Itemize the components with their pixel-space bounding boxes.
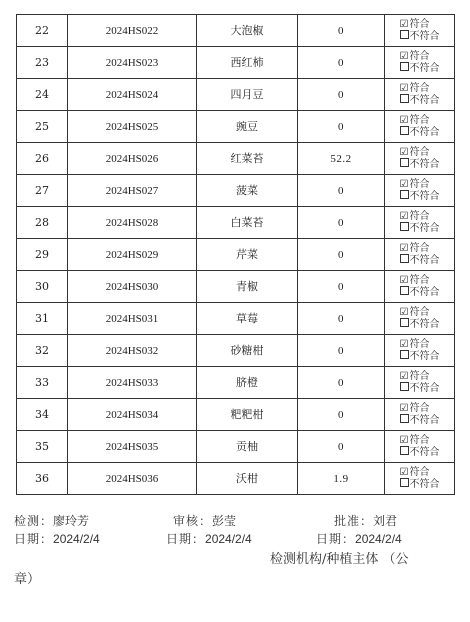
- fail-label: 不符合: [409, 63, 440, 74]
- table-row: [17, 367, 455, 399]
- sample-id: 2024HS024: [68, 79, 197, 111]
- test-value: 0: [298, 15, 385, 47]
- result-checkboxes: [385, 335, 455, 367]
- fail-label: 不符合: [409, 159, 440, 170]
- org-seal-line-1: 检测机构/种植主体 （公: [270, 552, 409, 567]
- checked-box-icon[interactable]: ☑: [399, 243, 409, 254]
- fail-option[interactable]: [400, 190, 440, 202]
- approve-date: [316, 530, 402, 547]
- pass-label: 符合: [409, 19, 430, 30]
- pass-option[interactable]: [400, 403, 440, 414]
- test-value: 0: [298, 239, 385, 271]
- inspect-date-label: 日期：: [14, 532, 54, 546]
- fail-option[interactable]: [400, 158, 440, 170]
- table-row: [17, 303, 455, 335]
- result-checkboxes: [385, 463, 455, 495]
- result-options: [400, 147, 440, 170]
- table-row: [17, 143, 455, 175]
- table-row: [17, 79, 455, 111]
- checked-box-icon[interactable]: ☑: [399, 19, 409, 30]
- fail-label: 不符合: [409, 351, 440, 362]
- checked-box-icon[interactable]: ☑: [399, 435, 409, 446]
- unchecked-box-icon[interactable]: [400, 158, 409, 167]
- sample-name: 菠菜: [197, 175, 298, 207]
- pass-option[interactable]: [400, 275, 440, 286]
- result-checkboxes: [385, 47, 455, 79]
- test-value: 52.2: [298, 143, 385, 175]
- fail-label: 不符合: [409, 287, 440, 298]
- sample-name: 四月豆: [197, 79, 298, 111]
- result-checkboxes: [385, 175, 455, 207]
- approver-signature: [334, 512, 397, 529]
- pass-label: 符合: [409, 243, 430, 254]
- pass-label: 符合: [409, 435, 430, 446]
- fail-label: 不符合: [409, 255, 440, 266]
- sample-id: 2024HS030: [68, 271, 197, 303]
- row-number: 34: [17, 399, 68, 431]
- row-number: 36: [17, 463, 68, 495]
- reviewer-signature: [173, 512, 236, 529]
- table-row: [17, 399, 455, 431]
- row-number: 28: [17, 207, 68, 239]
- fail-label: 不符合: [409, 479, 440, 490]
- sample-id: 2024HS025: [68, 111, 197, 143]
- result-options: [400, 371, 440, 394]
- inspect-date-value: 2024/2/4: [53, 532, 100, 546]
- fail-option[interactable]: [400, 318, 440, 330]
- result-options: [400, 275, 440, 298]
- result-options: [400, 243, 440, 266]
- table-row: [17, 175, 455, 207]
- checked-box-icon[interactable]: ☑: [399, 307, 409, 318]
- sample-id: 2024HS033: [68, 367, 197, 399]
- unchecked-box-icon[interactable]: [400, 350, 409, 359]
- checked-box-icon[interactable]: ☑: [399, 275, 409, 286]
- unchecked-box-icon[interactable]: [400, 190, 409, 199]
- checked-box-icon[interactable]: ☑: [399, 115, 409, 126]
- row-number: 29: [17, 239, 68, 271]
- review-date-label: 日期：: [166, 532, 206, 546]
- fail-option[interactable]: [400, 382, 440, 394]
- fail-label: 不符合: [409, 95, 440, 106]
- unchecked-box-icon[interactable]: [400, 30, 409, 39]
- result-options: [400, 339, 440, 362]
- test-value: 1.9: [298, 463, 385, 495]
- sample-name: 贡柚: [197, 431, 298, 463]
- result-checkboxes: [385, 431, 455, 463]
- result-options: [400, 179, 440, 202]
- org-seal-line-2: 章）: [14, 572, 41, 587]
- unchecked-box-icon[interactable]: [400, 286, 409, 295]
- checked-box-icon[interactable]: ☑: [399, 371, 409, 382]
- test-value: 0: [298, 79, 385, 111]
- result-checkboxes: [385, 303, 455, 335]
- table-row: [17, 335, 455, 367]
- result-options: [400, 51, 440, 74]
- sample-name: 脐橙: [197, 367, 298, 399]
- unchecked-box-icon[interactable]: [400, 382, 409, 391]
- result-checkboxes: [385, 143, 455, 175]
- fail-label: 不符合: [409, 223, 440, 234]
- table-row: [17, 47, 455, 79]
- pass-label: 符合: [409, 371, 430, 382]
- sample-id: 2024HS036: [68, 463, 197, 495]
- sample-id: 2024HS034: [68, 399, 197, 431]
- pass-option[interactable]: [400, 435, 440, 446]
- unchecked-box-icon[interactable]: [400, 478, 409, 487]
- result-options: [400, 435, 440, 458]
- unchecked-box-icon[interactable]: [400, 94, 409, 103]
- sample-id: 2024HS027: [68, 175, 197, 207]
- sample-id: 2024HS029: [68, 239, 197, 271]
- sample-name: 红菜苔: [197, 143, 298, 175]
- review-label: 审核：: [173, 514, 213, 528]
- result-checkboxes: [385, 111, 455, 143]
- result-options: [400, 307, 440, 330]
- unchecked-box-icon[interactable]: [400, 414, 409, 423]
- pass-label: 符合: [409, 115, 430, 126]
- results-table-body: [17, 15, 455, 495]
- reviewer-name: 彭莹: [212, 514, 237, 528]
- pass-option[interactable]: [400, 115, 440, 126]
- pass-label: 符合: [409, 179, 430, 190]
- result-checkboxes: [385, 79, 455, 111]
- row-number: 25: [17, 111, 68, 143]
- result-checkboxes: [385, 239, 455, 271]
- checked-box-icon[interactable]: ☑: [399, 147, 409, 158]
- row-number: 32: [17, 335, 68, 367]
- review-date: [166, 530, 252, 547]
- result-options: [400, 19, 440, 42]
- sample-id: 2024HS023: [68, 47, 197, 79]
- result-checkboxes: [385, 207, 455, 239]
- sample-name: 豌豆: [197, 111, 298, 143]
- pass-label: 符合: [409, 339, 430, 350]
- fail-option[interactable]: [400, 478, 440, 490]
- fail-option[interactable]: [400, 254, 440, 266]
- pass-label: 符合: [409, 51, 430, 62]
- approve-date-value: 2024/2/4: [355, 532, 402, 546]
- pass-label: 符合: [409, 83, 430, 94]
- fail-option[interactable]: [400, 414, 440, 426]
- fail-label: 不符合: [409, 415, 440, 426]
- approve-label: 批准：: [334, 514, 374, 528]
- inspect-label: 检测：: [14, 514, 54, 528]
- result-checkboxes: [385, 15, 455, 47]
- checked-box-icon[interactable]: ☑: [399, 211, 409, 222]
- table-row: [17, 207, 455, 239]
- inspector-signature: [14, 512, 89, 529]
- test-value: 0: [298, 47, 385, 79]
- result-checkboxes: [385, 271, 455, 303]
- pass-option[interactable]: [400, 307, 440, 318]
- inspect-date: [14, 530, 100, 547]
- review-date-value: 2024/2/4: [205, 532, 252, 546]
- row-number: 23: [17, 47, 68, 79]
- fail-label: 不符合: [409, 319, 440, 330]
- table-row: [17, 271, 455, 303]
- table-row: [17, 431, 455, 463]
- row-number: 27: [17, 175, 68, 207]
- fail-option[interactable]: [400, 94, 440, 106]
- test-value: 0: [298, 367, 385, 399]
- checked-box-icon[interactable]: ☑: [399, 403, 409, 414]
- fail-option[interactable]: [400, 350, 440, 362]
- unchecked-box-icon[interactable]: [400, 126, 409, 135]
- fail-label: 不符合: [409, 447, 440, 458]
- pass-label: 符合: [409, 275, 430, 286]
- checked-box-icon[interactable]: ☑: [399, 83, 409, 94]
- row-number: 33: [17, 367, 68, 399]
- sample-name: 西红柿: [197, 47, 298, 79]
- pass-option[interactable]: [400, 467, 440, 478]
- checked-box-icon[interactable]: ☑: [399, 339, 409, 350]
- test-value: 0: [298, 175, 385, 207]
- pass-option[interactable]: [400, 243, 440, 254]
- sample-name: 草莓: [197, 303, 298, 335]
- sample-name: 粑粑柑: [197, 399, 298, 431]
- pass-option[interactable]: [400, 83, 440, 94]
- fail-option[interactable]: [400, 286, 440, 298]
- fail-label: 不符合: [409, 127, 440, 138]
- sample-name: 白菜苔: [197, 207, 298, 239]
- result-options: [400, 83, 440, 106]
- result-options: [400, 403, 440, 426]
- row-number: 26: [17, 143, 68, 175]
- pass-option[interactable]: [400, 51, 440, 62]
- row-number: 31: [17, 303, 68, 335]
- pass-label: 符合: [409, 147, 430, 158]
- sample-name: 砂糖柑: [197, 335, 298, 367]
- pass-label: 符合: [409, 403, 430, 414]
- result-checkboxes: [385, 399, 455, 431]
- result-options: [400, 115, 440, 138]
- unchecked-box-icon[interactable]: [400, 318, 409, 327]
- unchecked-box-icon[interactable]: [400, 446, 409, 455]
- result-options: [400, 467, 440, 490]
- sample-name: 大泡椒: [197, 15, 298, 47]
- inspector-name: 廖玲芳: [53, 514, 90, 528]
- row-number: 24: [17, 79, 68, 111]
- fail-option[interactable]: [400, 222, 440, 234]
- checked-box-icon[interactable]: ☑: [399, 179, 409, 190]
- pass-label: 符合: [409, 467, 430, 478]
- sample-id: 2024HS026: [68, 143, 197, 175]
- test-value: 0: [298, 399, 385, 431]
- pass-label: 符合: [409, 307, 430, 318]
- test-value: 0: [298, 207, 385, 239]
- fail-option[interactable]: [400, 126, 440, 138]
- approve-date-label: 日期：: [316, 532, 356, 546]
- row-number: 22: [17, 15, 68, 47]
- results-table: [16, 14, 455, 495]
- result-checkboxes: [385, 367, 455, 399]
- table-row: [17, 239, 455, 271]
- fail-label: 不符合: [409, 31, 440, 42]
- checked-box-icon[interactable]: ☑: [399, 467, 409, 478]
- test-value: 0: [298, 271, 385, 303]
- sample-id: 2024HS028: [68, 207, 197, 239]
- sample-name: 青椒: [197, 271, 298, 303]
- sample-id: 2024HS022: [68, 15, 197, 47]
- pass-label: 符合: [409, 211, 430, 222]
- test-value: 0: [298, 111, 385, 143]
- table-row: [17, 111, 455, 143]
- unchecked-box-icon[interactable]: [400, 222, 409, 231]
- pass-option[interactable]: [400, 371, 440, 382]
- result-options: [400, 211, 440, 234]
- pass-option[interactable]: [400, 339, 440, 350]
- pass-option[interactable]: [400, 179, 440, 190]
- row-number: 35: [17, 431, 68, 463]
- sample-name: 沃柑: [197, 463, 298, 495]
- fail-option[interactable]: [400, 446, 440, 458]
- pass-option[interactable]: [400, 147, 440, 158]
- test-value: 0: [298, 303, 385, 335]
- fail-label: 不符合: [409, 383, 440, 394]
- table-row: [17, 463, 455, 495]
- test-value: 0: [298, 431, 385, 463]
- checked-box-icon[interactable]: ☑: [399, 51, 409, 62]
- sample-id: 2024HS031: [68, 303, 197, 335]
- pass-option[interactable]: [400, 211, 440, 222]
- sample-id: 2024HS032: [68, 335, 197, 367]
- fail-option[interactable]: [400, 62, 440, 74]
- row-number: 30: [17, 271, 68, 303]
- unchecked-box-icon[interactable]: [400, 254, 409, 263]
- fail-option[interactable]: [400, 30, 440, 42]
- sample-name: 芹菜: [197, 239, 298, 271]
- approver-name: 刘君: [373, 514, 398, 528]
- sample-id: 2024HS035: [68, 431, 197, 463]
- unchecked-box-icon[interactable]: [400, 62, 409, 71]
- table-row: [17, 15, 455, 47]
- test-value: 0: [298, 335, 385, 367]
- fail-label: 不符合: [409, 191, 440, 202]
- pass-option[interactable]: [400, 19, 440, 30]
